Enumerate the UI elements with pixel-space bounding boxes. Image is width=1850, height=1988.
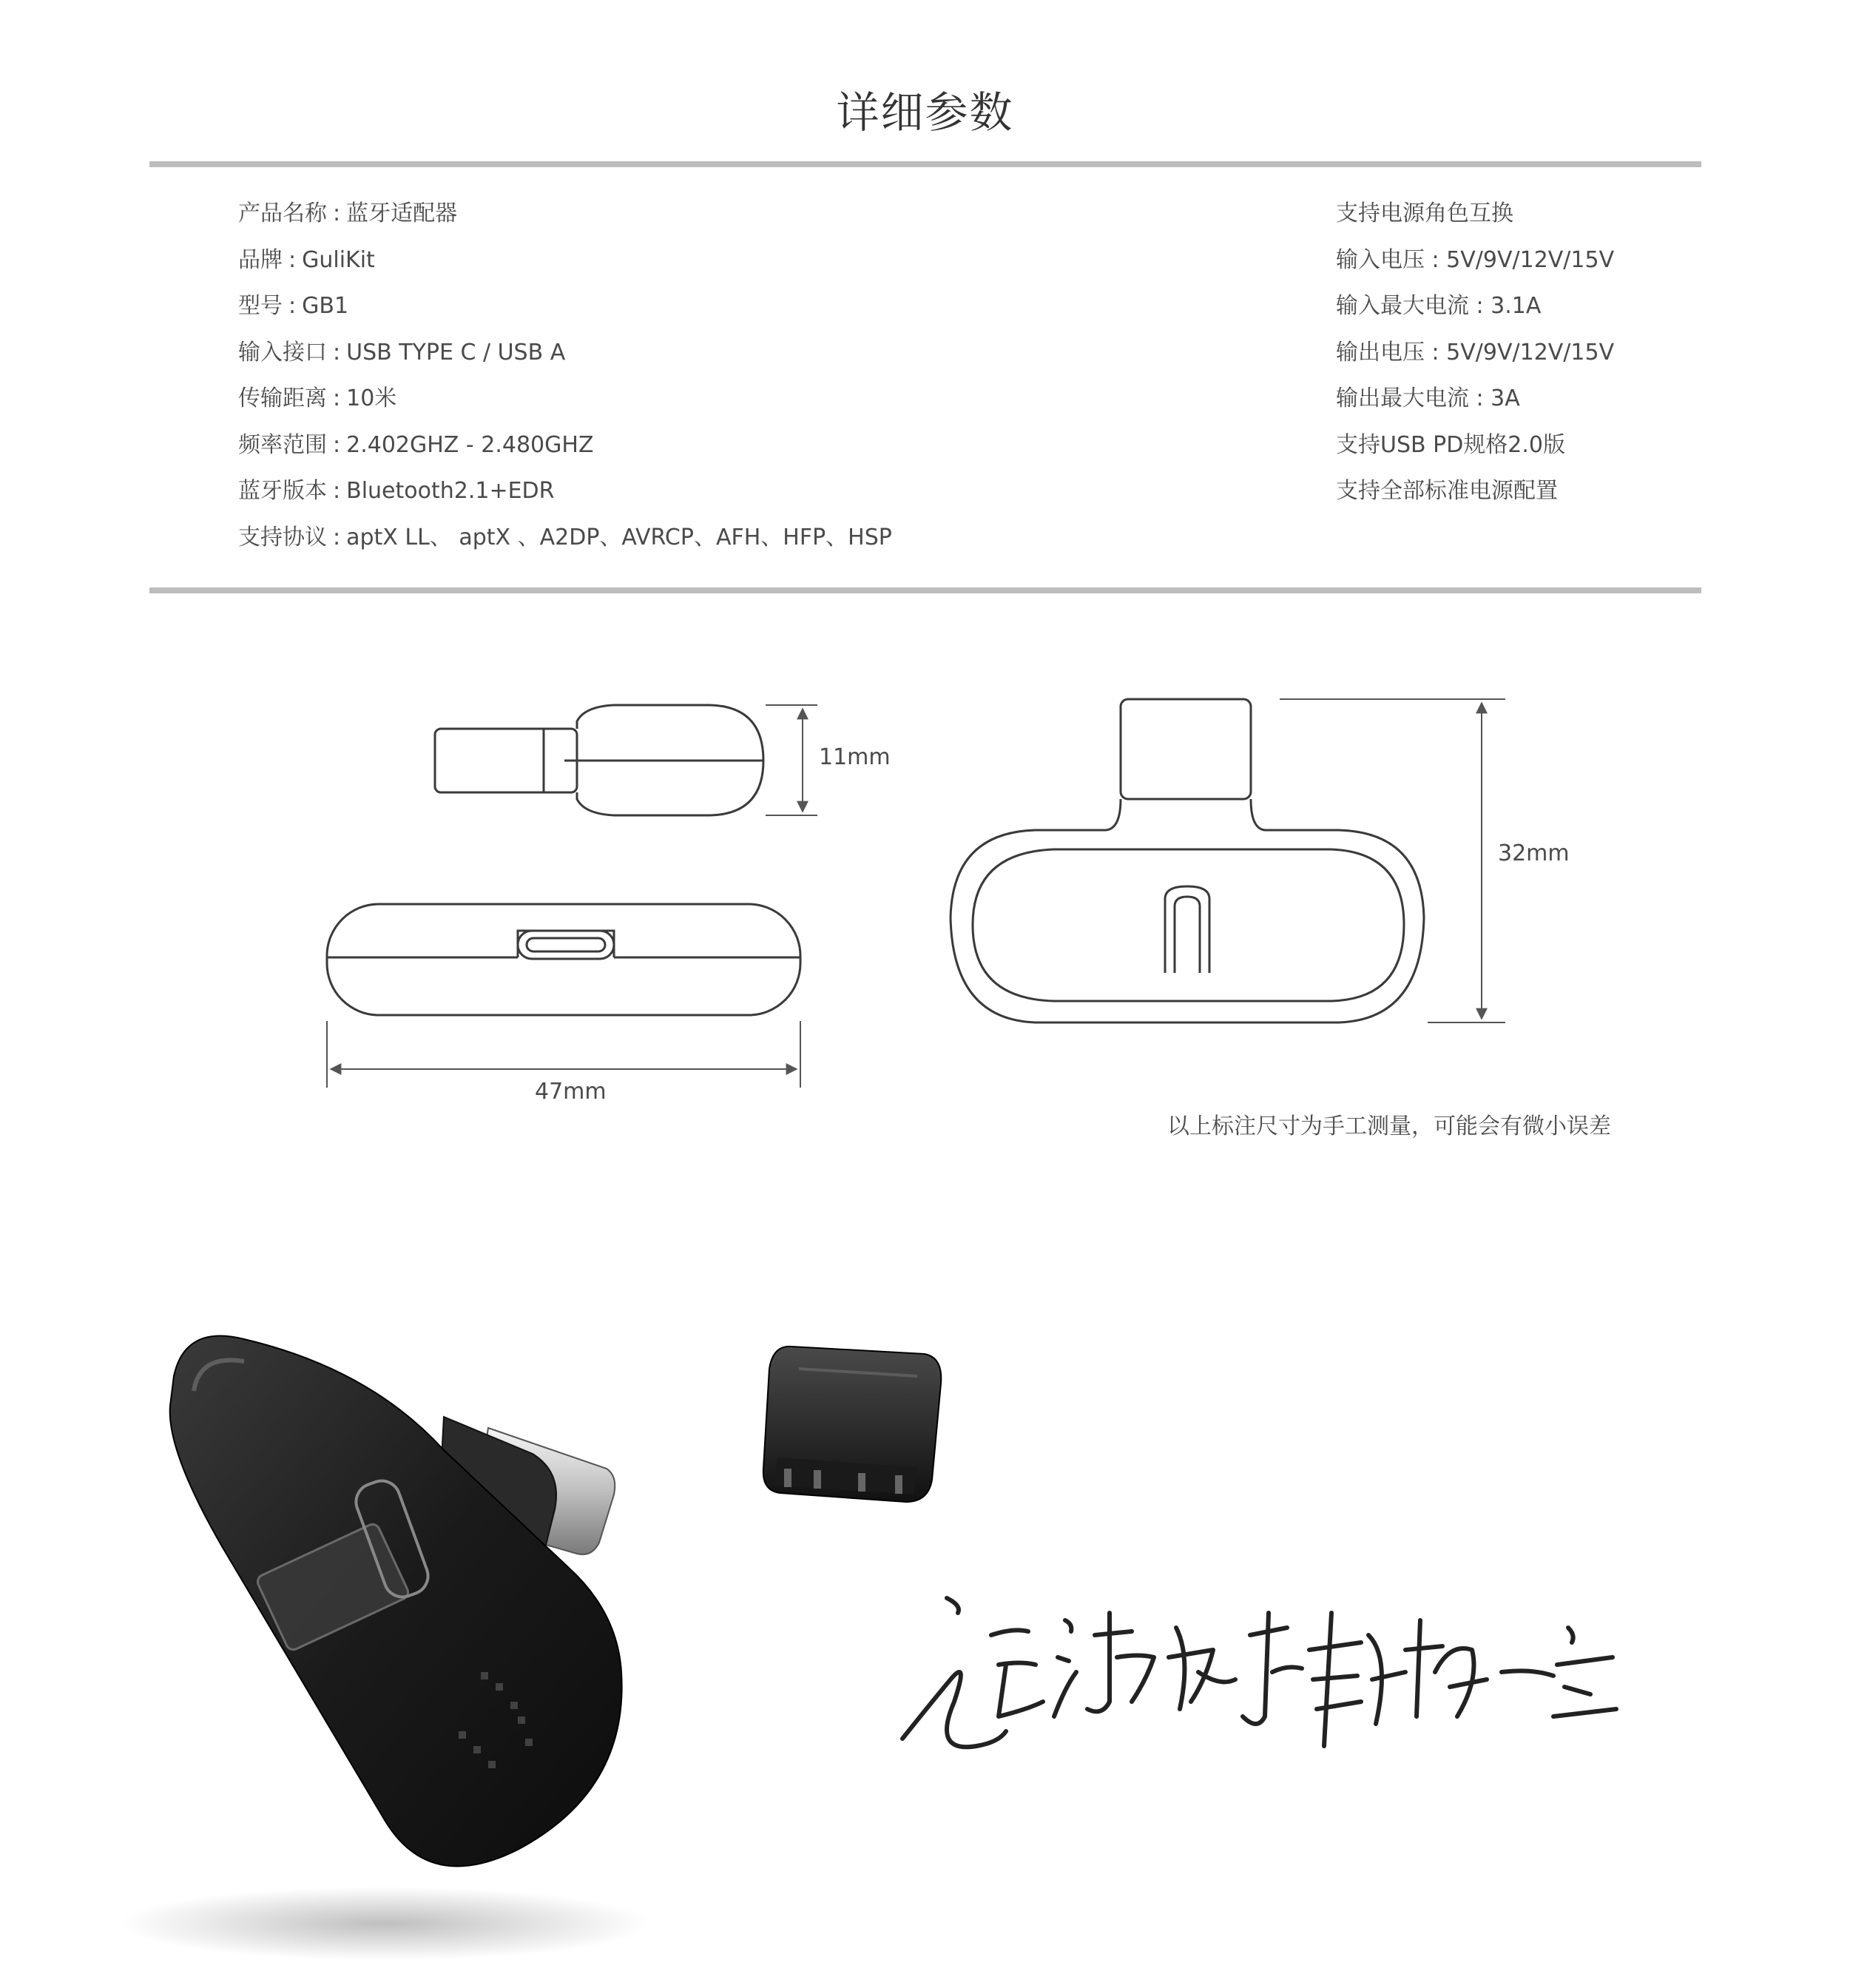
spec-label: 传输距离 xyxy=(238,385,327,411)
spec-value: GuliKit xyxy=(302,246,375,273)
spec-value: GB1 xyxy=(302,293,349,319)
spec-separator: : xyxy=(288,293,297,319)
measurement-note: 以上标注尺寸为手工测量，可能会有微小误差 xyxy=(1167,1113,1611,1139)
top-view-drawing xyxy=(435,705,763,815)
usb-c-adapter xyxy=(170,1336,622,1867)
spec-item: 输入最大电流 : 3.1A xyxy=(1336,293,1542,319)
spec-label: 支持协议 xyxy=(238,524,327,550)
spec-label: 产品名称 xyxy=(238,201,327,226)
dimension-label-width: 47mm xyxy=(535,1079,607,1105)
spec-label: 输入接口 xyxy=(238,339,327,365)
side-view-drawing xyxy=(951,699,1424,1022)
spec-value: 蓝牙适配器 xyxy=(346,201,458,226)
spec-value: Bluetooth2.1+EDR xyxy=(346,478,555,504)
product-photo xyxy=(0,1258,962,1983)
usb-a-cap xyxy=(763,1347,941,1502)
spec-item: 支持USB PD规格2.0版 xyxy=(1336,431,1566,458)
front-view-drawing xyxy=(327,904,800,1015)
spec-label: 品牌 xyxy=(238,246,283,273)
spec-separator: : xyxy=(333,431,341,458)
spec-value: USB TYPE C / USB A xyxy=(346,339,566,365)
spec-label: 频率范围 xyxy=(238,431,327,458)
spec-item: 输出最大电流 : 3A xyxy=(1336,385,1520,411)
spec-item: 支持电源角色互换 xyxy=(1336,201,1513,226)
spec-separator: : xyxy=(333,201,341,226)
spec-value: 2.402GHZ - 2.480GHZ xyxy=(346,431,594,458)
spec-item: 输入电压 : 5V/9V/12V/15V xyxy=(1336,246,1615,273)
adapter-shadow xyxy=(118,1887,651,1961)
spec-item: 支持全部标准电源配置 xyxy=(1336,478,1558,504)
spec-label: 型号 xyxy=(238,293,283,319)
spec-label: 蓝牙版本 xyxy=(238,478,327,504)
spec-item: 输出电压 : 5V/9V/12V/15V xyxy=(1336,339,1615,365)
spec-separator: : xyxy=(333,339,341,365)
dimension-lines xyxy=(327,699,1505,1088)
dimension-label-height-small: 11mm xyxy=(819,744,891,770)
spec-separator: : xyxy=(333,478,341,504)
handwritten-slogan xyxy=(888,1569,1627,1790)
spec-value: 10米 xyxy=(346,385,397,411)
spec-separator: : xyxy=(333,385,341,411)
page-title: 详细参数 xyxy=(836,87,1014,138)
spec-value: aptX LL、 aptX 、A2DP、AVRCP、AFH、HFP、HSP xyxy=(346,524,892,550)
spec-separator: : xyxy=(333,524,341,550)
dimension-label-height-large: 32mm xyxy=(1498,840,1570,866)
spec-separator: : xyxy=(288,246,297,273)
